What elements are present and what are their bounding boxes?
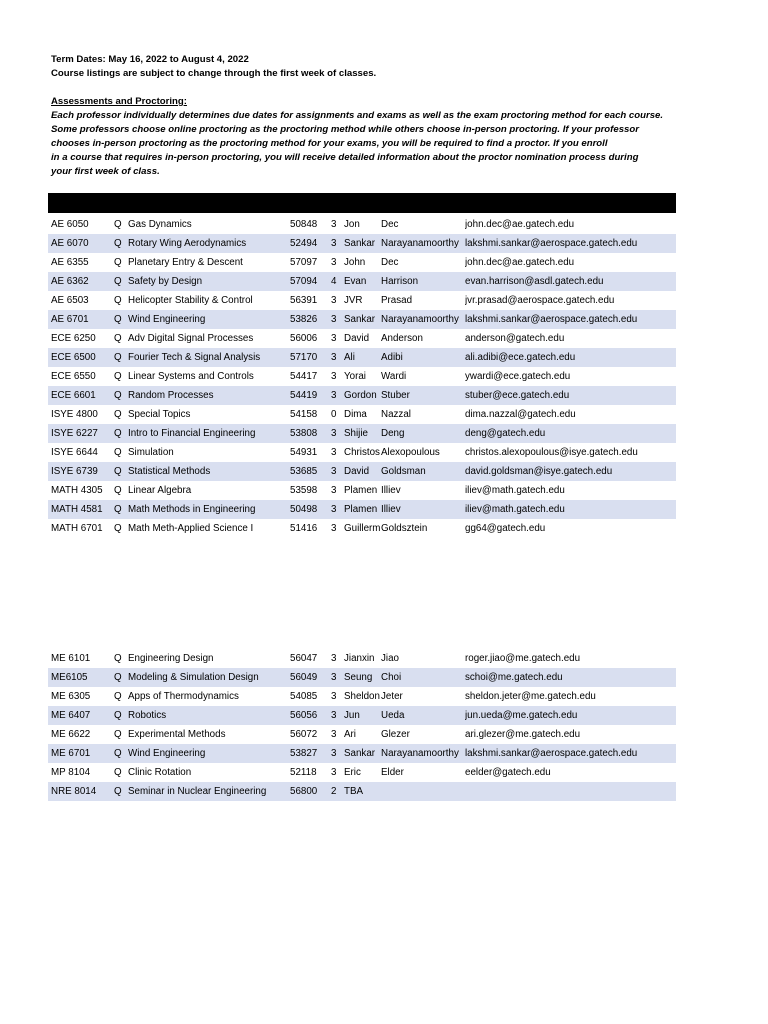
course-code: AE 6701 bbox=[51, 314, 89, 325]
course-code: AE 6050 bbox=[51, 219, 89, 230]
course-code: AE 6355 bbox=[51, 257, 89, 268]
crn: 51416 bbox=[290, 523, 318, 534]
instructor-last-name: Glezer bbox=[381, 729, 410, 740]
proctoring-paragraph-line: Some professors choose online proctoring as the proctoring method while others choose in-person proctoring. If your professor bbox=[51, 124, 639, 135]
course-title: Helicopter Stability & Control bbox=[128, 295, 253, 306]
course-title: Math Meth-Applied Science I bbox=[128, 523, 254, 534]
instructor-first-name: Sankar bbox=[344, 238, 376, 249]
course-title: Gas Dynamics bbox=[128, 219, 192, 230]
instructor-first-name: Jon bbox=[344, 219, 360, 230]
crn: 53827 bbox=[290, 748, 318, 759]
course-code: ECE 6500 bbox=[51, 352, 96, 363]
instructor-email[interactable]: eelder@gatech.edu bbox=[465, 767, 551, 778]
instructor-email[interactable]: jun.ueda@me.gatech.edu bbox=[465, 710, 578, 721]
crn: 56391 bbox=[290, 295, 318, 306]
instructor-last-name: Elder bbox=[381, 767, 404, 778]
instructor-last-name: Narayanamoorthy bbox=[381, 238, 459, 249]
instructor-last-name: Choi bbox=[381, 672, 402, 683]
crn: 53598 bbox=[290, 485, 318, 496]
instructor-last-name: Dec bbox=[381, 219, 399, 230]
instructor-first-name: Seung bbox=[344, 672, 373, 683]
delivery-code: Q bbox=[114, 691, 122, 702]
instructor-email[interactable]: sheldon.jeter@me.gatech.edu bbox=[465, 691, 596, 702]
instructor-email[interactable]: iliev@math.gatech.edu bbox=[465, 485, 565, 496]
crn: 50848 bbox=[290, 219, 318, 230]
crn: 53808 bbox=[290, 428, 318, 439]
crn: 57094 bbox=[290, 276, 318, 287]
course-title: Intro to Financial Engineering bbox=[128, 428, 256, 439]
table-row bbox=[48, 744, 676, 763]
instructor-last-name: Wardi bbox=[381, 371, 407, 382]
crn: 54158 bbox=[290, 409, 318, 420]
delivery-code: Q bbox=[114, 523, 122, 534]
course-code: ME6105 bbox=[51, 672, 88, 683]
crn: 54417 bbox=[290, 371, 318, 382]
instructor-email[interactable]: schoi@me.gatech.edu bbox=[465, 672, 563, 683]
proctoring-paragraph-line: Each professor individually determines due dates for assignments and exams as well as the exam proctoring method for each course. bbox=[51, 110, 664, 121]
credit-hours: 3 bbox=[331, 653, 337, 664]
credit-hours: 3 bbox=[331, 466, 337, 477]
instructor-first-name: Guillerm bbox=[344, 523, 381, 534]
instructor-first-name: JVR bbox=[344, 295, 363, 306]
delivery-code: Q bbox=[114, 352, 122, 363]
instructor-email[interactable]: deng@gatech.edu bbox=[465, 428, 546, 439]
table-row bbox=[48, 782, 676, 801]
course-title: Modeling & Simulation Design bbox=[128, 672, 259, 683]
delivery-code: Q bbox=[114, 333, 122, 344]
instructor-last-name: Harrison bbox=[381, 276, 419, 287]
credit-hours: 3 bbox=[331, 219, 337, 230]
credit-hours: 3 bbox=[331, 295, 337, 306]
credit-hours: 0 bbox=[331, 409, 337, 420]
credit-hours: 2 bbox=[331, 786, 337, 797]
instructor-first-name: Ari bbox=[344, 729, 356, 740]
course-code: MATH 4581 bbox=[51, 504, 103, 515]
table-row bbox=[48, 687, 676, 706]
table-row bbox=[48, 500, 676, 519]
crn: 54419 bbox=[290, 390, 318, 401]
table-row bbox=[48, 443, 676, 462]
course-code: ISYE 6644 bbox=[51, 447, 98, 458]
crn: 52118 bbox=[290, 767, 317, 778]
instructor-first-name: Ali bbox=[344, 352, 355, 363]
instructor-first-name: David bbox=[344, 466, 370, 477]
table-row bbox=[48, 291, 676, 310]
credit-hours: 3 bbox=[331, 672, 337, 683]
delivery-code: Q bbox=[114, 314, 122, 325]
course-code: NRE 8014 bbox=[51, 786, 97, 797]
credit-hours: 3 bbox=[331, 767, 337, 778]
table-row bbox=[48, 253, 676, 272]
instructor-last-name: Illiev bbox=[381, 485, 401, 496]
credit-hours: 3 bbox=[331, 390, 337, 401]
table-row bbox=[48, 649, 676, 668]
course-title: Linear Algebra bbox=[128, 485, 192, 496]
instructor-last-name: Jiao bbox=[381, 653, 399, 664]
table-row bbox=[48, 462, 676, 481]
instructor-email[interactable]: lakshmi.sankar@aerospace.gatech.edu bbox=[465, 748, 638, 759]
instructor-email[interactable]: anderson@gatech.edu bbox=[465, 333, 565, 344]
instructor-last-name: Alexopoulous bbox=[381, 447, 440, 458]
course-code: ME 6701 bbox=[51, 748, 91, 759]
credit-hours: 3 bbox=[331, 691, 337, 702]
table-row bbox=[48, 668, 676, 687]
course-title: Simulation bbox=[128, 447, 174, 458]
course-code: ISYE 6739 bbox=[51, 466, 98, 477]
course-title: Planetary Entry & Descent bbox=[128, 257, 243, 268]
credit-hours: 3 bbox=[331, 710, 337, 721]
course-title: Clinic Rotation bbox=[128, 767, 192, 778]
delivery-code: Q bbox=[114, 295, 122, 306]
instructor-first-name: Yorai bbox=[344, 371, 366, 382]
instructor-last-name: Goldsman bbox=[381, 466, 426, 477]
instructor-first-name: Dima bbox=[344, 409, 367, 420]
crn: 57170 bbox=[290, 352, 318, 363]
course-title: Adv Digital Signal Processes bbox=[128, 333, 254, 344]
instructor-email[interactable]: david.goldsman@isye.gatech.edu bbox=[465, 466, 613, 477]
instructor-last-name: Anderson bbox=[381, 333, 423, 344]
instructor-first-name: David bbox=[344, 333, 370, 344]
table-row bbox=[48, 424, 676, 443]
course-title: Special Topics bbox=[128, 409, 191, 420]
course-title: Linear Systems and Controls bbox=[128, 371, 254, 382]
delivery-code: Q bbox=[114, 485, 122, 496]
delivery-code: Q bbox=[114, 276, 122, 287]
subject-to-change-note: Course listings are subject to change through the first week of classes. bbox=[51, 68, 377, 79]
credit-hours: 4 bbox=[331, 276, 337, 287]
table-row bbox=[48, 386, 676, 405]
delivery-code: Q bbox=[114, 219, 122, 230]
delivery-code: Q bbox=[114, 767, 122, 778]
course-code: AE 6503 bbox=[51, 295, 89, 306]
course-title: Rotary Wing Aerodynamics bbox=[128, 238, 247, 249]
credit-hours: 3 bbox=[331, 314, 337, 325]
course-code: MATH 4305 bbox=[51, 485, 103, 496]
instructor-email[interactable]: ali.adibi@ece.gatech.edu bbox=[465, 352, 576, 363]
table-row bbox=[48, 367, 676, 386]
delivery-code: Q bbox=[114, 729, 122, 740]
crn: 56800 bbox=[290, 786, 318, 797]
instructor-last-name: Prasad bbox=[381, 295, 413, 306]
instructor-first-name: Shijie bbox=[344, 428, 368, 439]
crn: 53826 bbox=[290, 314, 318, 325]
delivery-code: Q bbox=[114, 409, 122, 420]
instructor-first-name: Eric bbox=[344, 767, 361, 778]
instructor-email[interactable]: stuber@ece.gatech.edu bbox=[465, 390, 570, 401]
instructor-first-name: Sankar bbox=[344, 748, 376, 759]
instructor-first-name: Sheldon bbox=[344, 691, 380, 702]
course-title: Seminar in Nuclear Engineering bbox=[128, 786, 267, 797]
delivery-code: Q bbox=[114, 786, 122, 797]
course-code: ME 6622 bbox=[51, 729, 91, 740]
instructor-email[interactable]: roger.jiao@me.gatech.edu bbox=[465, 653, 581, 664]
course-code: ME 6101 bbox=[51, 653, 91, 664]
instructor-email[interactable]: john.dec@ae.gatech.edu bbox=[465, 219, 575, 230]
credit-hours: 3 bbox=[331, 238, 337, 249]
course-title: Random Processes bbox=[128, 390, 214, 401]
table-row bbox=[48, 706, 676, 725]
instructor-last-name: Narayanamoorthy bbox=[381, 314, 459, 325]
table-row bbox=[48, 234, 676, 253]
proctoring-paragraph-line: chooses in-person proctoring as the proctoring method for your exams, you will be required to find a proctor. If you enroll bbox=[51, 138, 608, 149]
crn: 57097 bbox=[290, 257, 318, 268]
delivery-code: Q bbox=[114, 447, 122, 458]
instructor-last-name: Narayanamoorthy bbox=[381, 748, 459, 759]
instructor-email[interactable]: iliev@math.gatech.edu bbox=[465, 504, 565, 515]
course-code: ISYE 6227 bbox=[51, 428, 98, 439]
crn: 54085 bbox=[290, 691, 318, 702]
instructor-last-name: Ueda bbox=[381, 710, 405, 721]
course-title: Math Methods in Engineering bbox=[128, 504, 256, 515]
instructor-email[interactable]: john.dec@ae.gatech.edu bbox=[465, 257, 575, 268]
instructor-email[interactable]: evan.harrison@asdl.gatech.edu bbox=[465, 276, 604, 287]
instructor-email[interactable]: lakshmi.sankar@aerospace.gatech.edu bbox=[465, 238, 638, 249]
credit-hours: 3 bbox=[331, 729, 337, 740]
course-title: Engineering Design bbox=[128, 653, 214, 664]
delivery-code: Q bbox=[114, 466, 122, 477]
delivery-code: Q bbox=[114, 672, 122, 683]
instructor-first-name: Sankar bbox=[344, 314, 376, 325]
instructor-email[interactable]: ari.glezer@me.gatech.edu bbox=[465, 729, 581, 740]
delivery-code: Q bbox=[114, 504, 122, 515]
course-code: AE 6362 bbox=[51, 276, 89, 287]
table-row bbox=[48, 481, 676, 500]
credit-hours: 3 bbox=[331, 447, 337, 458]
crn: 56006 bbox=[290, 333, 318, 344]
course-title: Experimental Methods bbox=[128, 729, 226, 740]
instructor-last-name: Nazzal bbox=[381, 409, 411, 420]
crn: 53685 bbox=[290, 466, 318, 477]
delivery-code: Q bbox=[114, 390, 122, 401]
table-row bbox=[48, 763, 676, 782]
credit-hours: 3 bbox=[331, 485, 337, 496]
instructor-first-name: Evan bbox=[344, 276, 367, 287]
course-title: Wind Engineering bbox=[128, 314, 206, 325]
table-row bbox=[48, 215, 676, 234]
instructor-email[interactable]: gg64@gatech.edu bbox=[465, 523, 546, 534]
credit-hours: 3 bbox=[331, 523, 337, 534]
credit-hours: 3 bbox=[331, 748, 337, 759]
crn: 54931 bbox=[290, 447, 318, 458]
crn: 56056 bbox=[290, 710, 318, 721]
course-code: ME 6407 bbox=[51, 710, 91, 721]
crn: 56072 bbox=[290, 729, 318, 740]
course-table-2 bbox=[48, 649, 676, 801]
table-row bbox=[48, 725, 676, 744]
course-table-1 bbox=[48, 215, 676, 538]
table-row bbox=[48, 272, 676, 291]
course-code: ECE 6250 bbox=[51, 333, 96, 344]
delivery-code: Q bbox=[114, 748, 122, 759]
assessments-section-title: Assessments and Proctoring: bbox=[51, 96, 187, 107]
delivery-code: Q bbox=[114, 653, 122, 664]
delivery-code: Q bbox=[114, 257, 122, 268]
delivery-code: Q bbox=[114, 428, 122, 439]
proctoring-paragraph-line: in a course that requires in-person proctoring, you will receive detailed information about the proctor nomination process during bbox=[51, 152, 639, 163]
course-code: MP 8104 bbox=[51, 767, 91, 778]
delivery-code: Q bbox=[114, 710, 122, 721]
instructor-email[interactable]: lakshmi.sankar@aerospace.gatech.edu bbox=[465, 314, 638, 325]
course-title: Fourier Tech & Signal Analysis bbox=[128, 352, 261, 363]
credit-hours: 3 bbox=[331, 257, 337, 268]
instructor-first-name: TBA bbox=[344, 786, 364, 797]
instructor-first-name: Jun bbox=[344, 710, 360, 721]
instructor-first-name: Christos bbox=[344, 447, 380, 458]
table-row bbox=[48, 519, 676, 538]
instructor-email[interactable]: dima.nazzal@gatech.edu bbox=[465, 409, 576, 420]
credit-hours: 3 bbox=[331, 428, 337, 439]
credit-hours: 3 bbox=[331, 371, 337, 382]
term-dates: Term Dates: May 16, 2022 to August 4, 2022 bbox=[51, 54, 249, 65]
instructor-first-name: Plamen bbox=[344, 504, 378, 515]
credit-hours: 3 bbox=[331, 352, 337, 363]
instructor-last-name: Adibi bbox=[381, 352, 403, 363]
table-row bbox=[48, 329, 676, 348]
table-row bbox=[48, 310, 676, 329]
credit-hours: 3 bbox=[331, 333, 337, 344]
crn: 56049 bbox=[290, 672, 318, 683]
instructor-first-name: John bbox=[344, 257, 366, 268]
course-code: AE 6070 bbox=[51, 238, 89, 249]
instructor-first-name: Gordon bbox=[344, 390, 377, 401]
credit-hours: 3 bbox=[331, 504, 337, 515]
course-code: ECE 6550 bbox=[51, 371, 96, 382]
course-code: MATH 6701 bbox=[51, 523, 103, 534]
instructor-last-name: Deng bbox=[381, 428, 405, 439]
instructor-email[interactable]: jvr.prasad@aerospace.gatech.edu bbox=[465, 295, 615, 306]
crn: 52494 bbox=[290, 238, 318, 249]
course-title: Safety by Design bbox=[128, 276, 203, 287]
instructor-first-name: Jianxin bbox=[344, 653, 375, 664]
instructor-email[interactable]: christos.alexopoulous@isye.gatech.edu bbox=[465, 447, 638, 458]
crn: 56047 bbox=[290, 653, 318, 664]
instructor-last-name: Jeter bbox=[381, 691, 403, 702]
course-code: ECE 6601 bbox=[51, 390, 96, 401]
instructor-first-name: Plamen bbox=[344, 485, 378, 496]
course-code: ISYE 4800 bbox=[51, 409, 98, 420]
course-title: Apps of Thermodynamics bbox=[128, 691, 239, 702]
course-title: Wind Engineering bbox=[128, 748, 206, 759]
instructor-last-name: Goldsztein bbox=[381, 523, 428, 534]
instructor-email[interactable]: ywardi@ece.gatech.edu bbox=[465, 371, 571, 382]
table-header-bar bbox=[48, 193, 676, 213]
crn: 50498 bbox=[290, 504, 318, 515]
course-title: Robotics bbox=[128, 710, 167, 721]
table-row bbox=[48, 405, 676, 424]
delivery-code: Q bbox=[114, 238, 122, 249]
delivery-code: Q bbox=[114, 371, 122, 382]
course-code: ME 6305 bbox=[51, 691, 91, 702]
proctoring-paragraph-line: your first week of class. bbox=[51, 166, 160, 177]
course-title: Statistical Methods bbox=[128, 466, 211, 477]
table-row bbox=[48, 348, 676, 367]
instructor-last-name: Dec bbox=[381, 257, 399, 268]
instructor-last-name: Stuber bbox=[381, 390, 410, 401]
instructor-last-name: Illiev bbox=[381, 504, 401, 515]
